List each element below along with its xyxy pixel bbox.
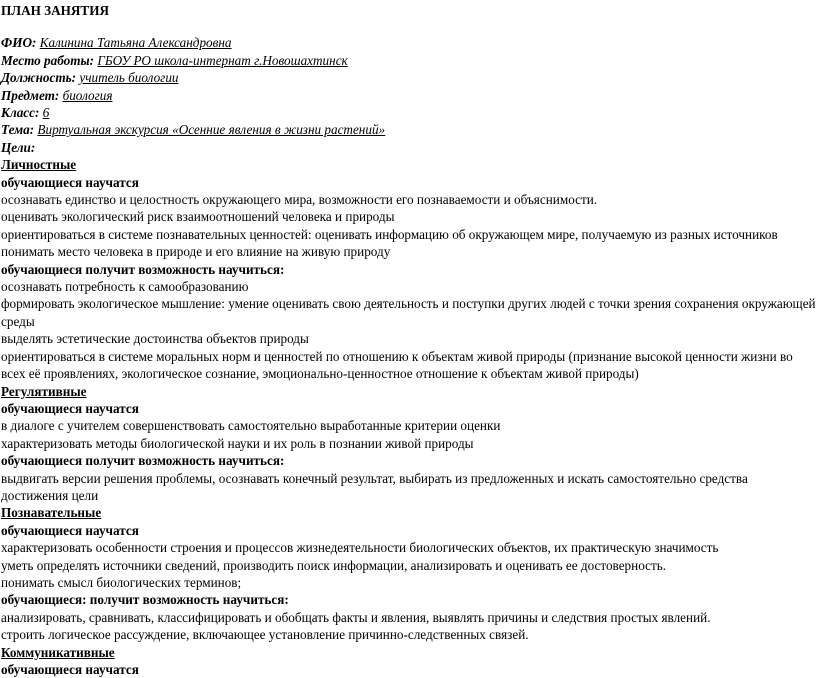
list-item: оценивать экологический риск взаимоотношений человека и природы <box>1 209 395 225</box>
list-item: строить логическое рассуждение, включающее установление причинно-следственных связей. <box>1 627 529 643</box>
section-heading-regulatory: Регулятивные <box>1 383 87 399</box>
subject-value: биология <box>62 87 113 103</box>
topic-label: Тема: <box>1 122 35 138</box>
list-item: ориентироваться в системе моральных норм и ценностей по отношению к объектам живой природы (признание высокой ценности жизни во всех её проявлениях, экологическое сознание, эмоционально-ценностное отношение к объектам живой природы) <box>1 348 793 382</box>
fio-label: ФИО: <box>1 35 37 51</box>
list-item: выдвигать версии решения проблемы, осознавать конечный результат, выбирать из предложенных и искать самостоятельно средства достижения цели <box>1 470 748 503</box>
field-class <box>1 104 816 121</box>
section-heading-cognitive: Познавательные <box>1 505 102 521</box>
list-item: формировать экологическое мышление: умение оценивать свою деятельность и поступки других людей с точки зрения сохранения окружающей среды <box>1 296 816 329</box>
class-value: 6 <box>42 105 50 121</box>
list-item: характеризовать методы биологической науки и их роль в познании живой природы <box>1 435 474 451</box>
spacer <box>1 19 816 34</box>
list-item: характеризовать особенности строения и процессов жизнедеятельности биологических объектов, их практическую значимость <box>1 540 719 556</box>
class-label: Класс: <box>1 105 40 121</box>
position-label: Должность: <box>1 70 77 86</box>
subheading-regulatory-learn: обучающиеся научатся <box>1 400 139 416</box>
page-title: ПЛАН ЗАНЯТИЯ <box>1 3 110 18</box>
goals-label: Цели: <box>1 139 36 155</box>
list-item: осознавать единство и целостность окружающего мира, возможности его познаваемости и объяснимости. <box>1 192 598 208</box>
section-heading-communicative: Коммуникативные <box>1 644 115 660</box>
fio-value: Калинина Татьяна Александровна <box>39 35 232 51</box>
list-item: осознавать потребность к самообразованию <box>1 279 249 295</box>
field-topic <box>1 121 816 138</box>
position-value: учитель биологии <box>79 70 179 86</box>
subheading-personal-chance: обучающиеся получит возможность научиться: <box>1 261 285 277</box>
list-item: понимать смысл биологических терминов; <box>1 574 242 590</box>
list-item: уметь определять источники сведений, производить поиск информации, анализировать и оценивать ее достоверность. <box>1 557 667 573</box>
topic-value: Виртуальная экскурсия «Осенние явления в жизни растений» <box>37 122 386 138</box>
list-item: ориентироваться в системе познавательных ценностей: оценивать информацию об окружающем мире, получаемую из разных источников <box>1 226 778 242</box>
subject-label: Предмет: <box>1 87 60 103</box>
field-workplace <box>1 52 816 69</box>
list-item: анализировать, сравнивать, классифицировать и обобщать факты и явления, выявлять причины и следствия простых явлений. <box>1 609 711 625</box>
field-fio <box>1 34 816 51</box>
field-position <box>1 69 816 86</box>
list-item: в диалоге с учителем совершенствовать самостоятельно выработанные критерии оценки <box>1 418 501 434</box>
list-item: выделять эстетические достоинства объектов природы <box>1 331 309 347</box>
subheading-regulatory-chance: обучающиеся получит возможность научиться: <box>1 453 285 469</box>
section-heading-personal: Личностные <box>1 157 77 173</box>
workplace-label: Место работы: <box>1 52 95 68</box>
subheading-cognitive-learn: обучающиеся научатся <box>1 522 139 538</box>
list-item: понимать место человека в природе и его влияние на живую природу <box>1 244 391 260</box>
workplace-value: ГБОУ РО школа-интернат г.Новошахтинск <box>97 52 348 68</box>
subheading-communicative-learn: обучающиеся научатся <box>1 662 139 678</box>
subheading-cognitive-chance: обучающиеся: получит возможность научиться: <box>1 592 289 608</box>
field-subject <box>1 87 816 104</box>
field-goals <box>1 139 816 156</box>
lesson-plan-document <box>0 2 816 678</box>
subheading-personal-learn: обучающиеся научатся <box>1 174 139 190</box>
